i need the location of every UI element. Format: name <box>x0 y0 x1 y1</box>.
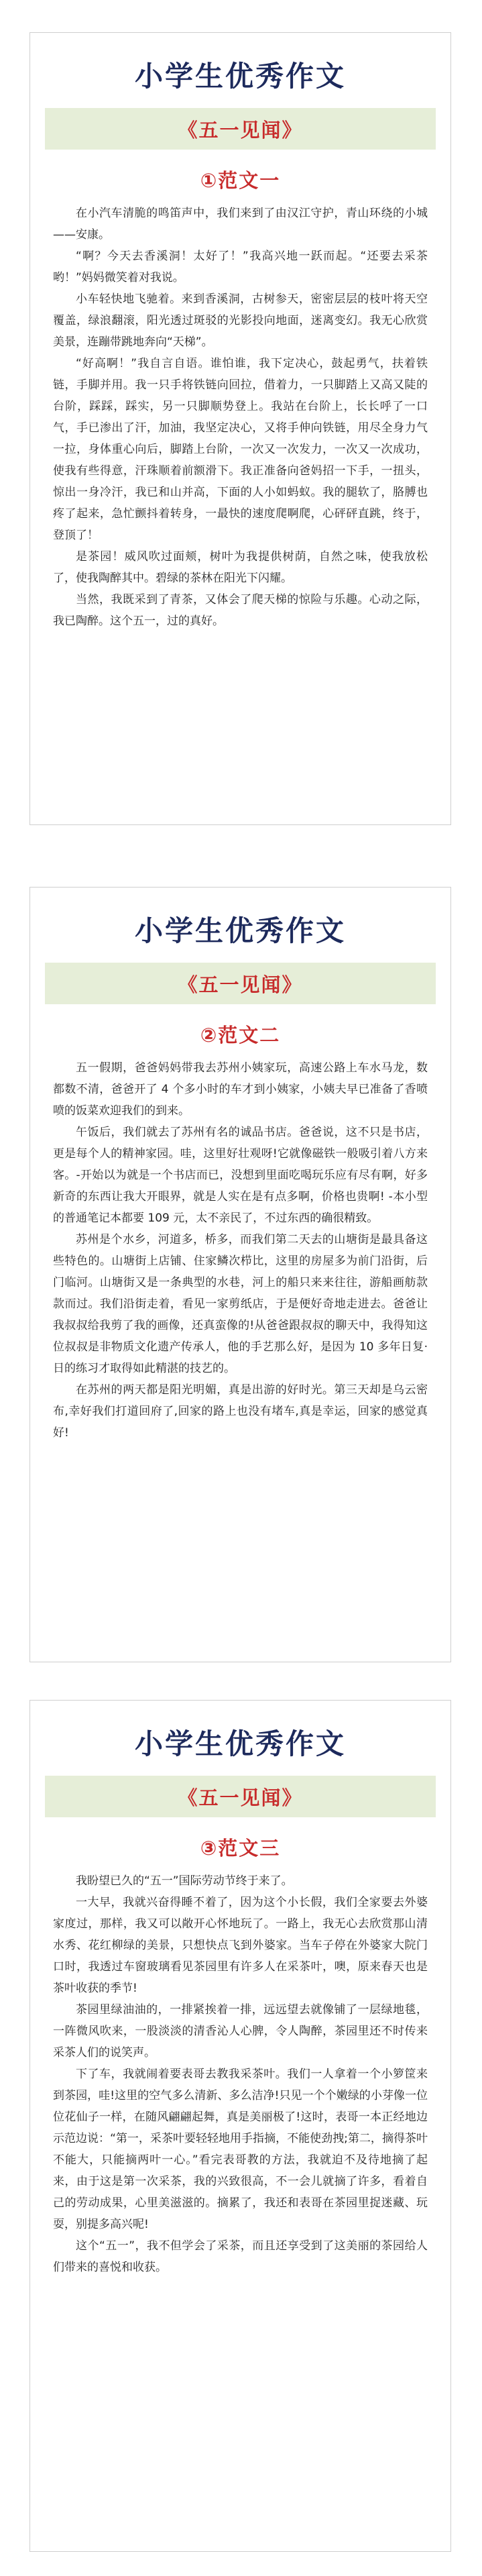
card-title: 小学生优秀作文 <box>134 914 346 947</box>
essay-paragraph: 在苏州的两天都是阳光明媚，真是出游的好时光。第三天却是乌云密布,幸好我们打道回府了,回家的路上也没有堵车,真是幸运，回家的感觉真好! <box>53 1383 428 1440</box>
essay-card-2 <box>29 887 451 1662</box>
essay-paragraph: 一大早，我就兴奋得睡不着了，因为这个小长假，我们全家要去外婆家度过，那样，我又可以敞开心怀地玩了。一路上，我无心去欣赏那山清水秀、花红柳绿的美景，只想快点飞到外婆家。当车子停在外婆家大院门口时，我透过车窗玻璃看见茶园里有许多人在采茶叶，噢，原来春天也是茶叶收获的季节! <box>53 1896 428 1996</box>
card-title: 小学生优秀作文 <box>134 1727 346 1760</box>
essay-paragraph: 小车轻快地飞驰着。来到香溪洞，古树参天，密密层层的枝叶将天空覆盖，绿浪翻滚，阳光透过斑驳的光影投向地面，迷离变幻。我无心欣赏美景，连蹦带跳地奔向“天梯”。 <box>53 292 428 350</box>
essay-subtitle: 《五一见闻》 <box>178 1786 303 1809</box>
essay-paragraph: 下了车，我就闹着要表哥去教我采茶叶。我们一人拿着一个小箩筐来到茶园，哇!这里的空气多么清新、多么洁净!只见一个个嫩绿的小芽像一位位花仙子一样，在随风翩翩起舞，真是美丽极了!这时，表哥一本正经地边示范边说：“第一，采茶叶要轻轻地用手指摘，不能使劲拽;第二，摘得茶叶不能大，只能摘两叶一心。”看完表哥教的方法，我就迫不及待地摘了起来，由于这是第一次采茶，我的兴致很高，不一会儿就摘了许多，看着自己的劳动成果，心里美滋滋的。摘累了，我还和表哥在茶园里捉迷藏、玩耍，别提多高兴呢! <box>53 2068 428 2232</box>
essay-paragraph: 苏州是个水乡，河道多，桥多，而我们第二天去的山塘街是最具备这些特色的。山塘街上店铺、住家鳞次栉比，这里的房屋多为前门沿街，后门临河。山塘街又是一条典型的水巷，河上的船只来来往往，游船画舫款款而过。我们沿街走着，看见一家剪纸店，于是便好奇地走进去。爸爸让我叔叔给我剪了我的画像，还真蛮像的!从爸爸跟叔叔的聊天中，我得知这位叔叔是非物质文化遗产传承人，他的手艺那么好，是因为 10 多年日复· 日的练习才取得如此精湛的技艺的。 <box>53 1233 428 1376</box>
essay-heading: ①范文一 <box>200 169 281 193</box>
title-band <box>45 1776 436 1817</box>
essay-card-3 <box>29 1700 451 2552</box>
essay-paragraph: 茶园里绿油油的，一排紧挨着一排，远远望去就像铺了一层绿地毯，一阵微风吹来，一股淡淡的清香沁人心脾，令人陶醉，茶园里还不时传来采茶人们的说笑声。 <box>53 2003 428 2060</box>
essay-heading: ②范文二 <box>200 1024 281 1047</box>
essay-paragraph: 午饭后，我们就去了苏州有名的诚品书店。爸爸说，这不只是书店，更是每个人的精神家园。哇，这里好壮观呀!它就像磁铁一般吸引着八方来客。-开始以为就是一个书店而已，没想到里面吃喝玩乐应有尽有啊，好多新奇的东西让我大开眼界，就是人实在是有点多啊，价格也贵啊! -本小型的普通笔记本都要 109 元，太不亲民了，不过东西的确很精致。 <box>53 1126 428 1226</box>
essay-paragraph: 是茶园！威风吹过面颊，树叶为我提供树荫，自然之味，使我放松了，使我陶醉其中。碧绿的茶林在阳光下闪耀。 <box>53 550 428 586</box>
essay-subtitle: 《五一见闻》 <box>178 118 303 142</box>
essay-body <box>30 203 450 632</box>
essay-card-1 <box>29 32 451 825</box>
essay-paragraph: 在小汽车清脆的鸣笛声中，我们来到了由汉江守护，青山环绕的小城——安康。 <box>53 207 428 242</box>
title-band <box>45 963 436 1004</box>
essay-paragraph: 当然，我既采到了青茶，又体会了爬天梯的惊险与乐趣。心动之际，我已陶醉。这个五一，过的真好。 <box>53 593 428 629</box>
essay-heading: ③范文三 <box>200 1837 281 1860</box>
title-band <box>45 108 436 150</box>
essay-subtitle: 《五一见闻》 <box>178 973 303 996</box>
essay-paragraph: “好高啊！”我自言自语。谁怕谁，我下定决心，鼓起勇气，扶着铁链，手脚并用。我一只手将铁链向回拉，借着力，一只脚踏上又高又陡的台阶，踩踩，踩实，另一只脚顺势登上。我站在台阶上，长长呼了一口气，手已渗出了汗，加油，我坚定决心，又将手伸向铁链，用尽全身力气一拉，身体重心向后，脚踏上台阶，一次又一次发力，一次又一次成功，使我有些得意，汗珠顺着前额滑下。我正准备向爸妈招一下手，一扭头，惊出一身冷汗，我已和山并高，下面的人小如蚂蚁。我的腿软了，胳膊也疼了起来，急忙颤抖着转身，一最快的速度爬啊爬，心砰砰直跳，终于，登顶了！ <box>53 357 428 543</box>
card-title: 小学生优秀作文 <box>134 60 346 93</box>
essay-paragraph: 这个“五一”，我不但学会了采茶，而且还享受到了这美丽的茶园给人们带来的喜悦和收获。 <box>53 2239 428 2275</box>
essay-paragraph: “啊？今天去香溪洞！太好了！”我高兴地一跃而起。“还要去采茶哟！”妈妈微笑着对我说。 <box>53 250 428 285</box>
essay-body <box>30 1057 450 1444</box>
essay-paragraph: 五一假期，爸爸妈妈带我去苏州小姨家玩，高速公路上车水马龙，数都数不清，爸爸开了 4 个多小时的车才到小姨家，小姨夫早已准备了香喷喷的饭菜欢迎我们的到来。 <box>53 1061 428 1118</box>
essay-paragraph: 我盼望已久的“五一”国际劳动节终于来了。 <box>76 1874 293 1888</box>
essay-body <box>30 1870 450 2278</box>
